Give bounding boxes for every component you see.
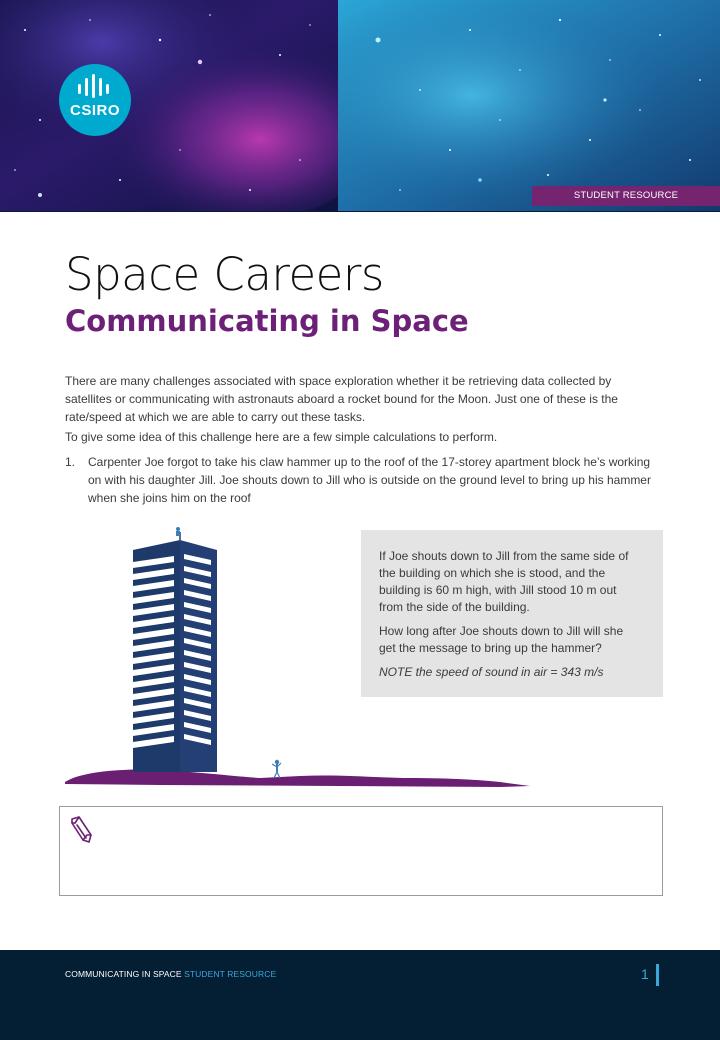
ground-shape	[65, 770, 530, 788]
page-title: Space Careers	[65, 248, 384, 301]
answer-box[interactable]	[59, 806, 663, 896]
jill-figure	[272, 760, 281, 778]
info-scenario: If Joe shouts down to Jill from the same side of the building on which she is stood, and the building is 60 m high, with Jill stood 10 m out from the side of the building.	[379, 549, 629, 614]
page-subtitle: Communicating in Space	[65, 304, 469, 338]
question-text: Carpenter Joe forgot to take his claw hammer up to the roof of the 17-storey apartment block he’s working on with his daughter Jill. Joe shouts down to Jill who is outside on the ground level to bring up his hammer when she joins him on the roof	[88, 455, 651, 505]
info-question: How long after Joe shouts down to Jill will she get the message to bring up the hammer?	[379, 624, 624, 655]
question-number: 1.	[65, 455, 76, 469]
page-number: 1	[641, 966, 649, 982]
footer-doc-name: COMMUNICATING IN SPACE	[65, 969, 182, 979]
page-footer	[0, 950, 720, 1040]
footer-doc-label	[65, 969, 276, 979]
page-number-bar	[656, 964, 659, 986]
intro-instruction: To give some idea of this challenge here are a few simple calculations to perform.	[65, 430, 498, 444]
question-info-box	[361, 530, 663, 697]
joe-figure	[176, 527, 180, 536]
csiro-logo	[59, 64, 131, 136]
csiro-bars-icon	[76, 74, 114, 100]
student-resource-tag: STUDENT RESOURCE	[532, 186, 720, 206]
footer-doc-type: STUDENT RESOURCE	[184, 969, 277, 979]
info-note: NOTE the speed of sound in air = 343 m/s	[379, 665, 604, 679]
logo-text: CSIRO	[69, 102, 120, 119]
intro-paragraph: There are many challenges associated with space exploration whether it be retrieving data collected by satellites or communicating with astronauts aboard a rocket bound for the Moon. Just one of these is the rate/speed at which we are able to carry out these tasks.	[65, 374, 618, 424]
pencil-icon	[69, 815, 95, 845]
